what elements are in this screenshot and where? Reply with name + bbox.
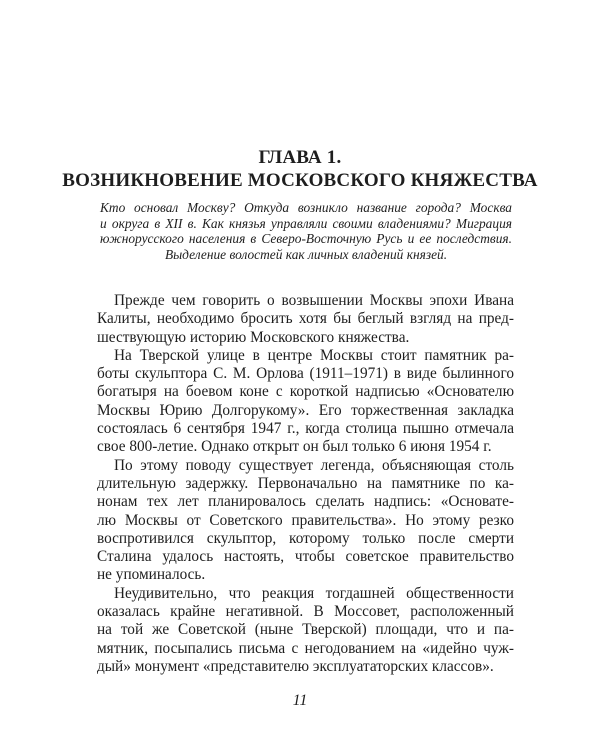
abstract-line: южнорусского населения в Северо-Восточную Русь и ее последствия. [100, 231, 512, 246]
text-line: оказалась крайне негативной. В Моссовет, расположенный [97, 603, 514, 621]
text-line: По этому поводу существует легенда, объясняющая столь [114, 456, 514, 474]
body-text [97, 292, 514, 676]
paragraph [97, 585, 514, 676]
paragraph [97, 347, 514, 457]
paragraph [97, 292, 514, 347]
text-line: шествующую историю Московского княжества. [97, 328, 410, 346]
text-line: Москвы Юрию Долгорукому». Его торжественная закладка [97, 401, 514, 419]
text-line: боты скульптора С. М. Орлова (1911–1971) в виде былинного [97, 365, 514, 383]
text-line: Калиты, необходимо бросить хотя бы беглый взгляд на пред- [97, 310, 514, 328]
chapter-abstract [100, 200, 512, 262]
abstract-line: и округа в XII в. Как князья управляли своими владениями? Миграция [100, 215, 512, 231]
page-number: 11 [292, 692, 308, 709]
abstract-line: Кто основал Москву? Откуда возникло название города? Москва [100, 200, 512, 215]
abstract-line: Выделение волостей как личных владений князей. [164, 246, 448, 262]
chapter-title: ВОЗНИКНОВЕНИЕ МОСКОВСКОГО КНЯЖЕСТВА [62, 170, 538, 191]
chapter-heading [60, 146, 540, 192]
text-line: не упоминалось. [97, 566, 206, 584]
text-line: Сталина удалось настоять, чтобы советское правительство [97, 548, 514, 566]
text-line: Неудивительно, что реакция тогдашней общественности [114, 584, 514, 602]
text-line: длительную задержку. Первоначально на памятнике по ка- [97, 474, 514, 492]
text-line: На Тверской улице в центре Москвы стоит памятник ра- [114, 346, 514, 364]
text-line: воспротивился скульптор, которому только после смерти [97, 529, 514, 547]
paragraph [97, 457, 514, 585]
text-line: богатыря на боевом коне с короткой надписью «Основателю [97, 383, 514, 401]
text-line: состоялась 6 сентября 1947 г., когда столица пышно отмечала [97, 420, 514, 438]
text-line: свое 800-летие. Однако открыт он был только 6 июня 1954 г. [97, 438, 492, 456]
text-line: нонам тех лет планировалось сделать надпись: «Основате- [97, 493, 514, 511]
text-line: Прежде чем говорить о возвышении Москвы эпохи Ивана [114, 292, 514, 309]
text-line: мятник, посыпались письма с негодованием на «идейно чуж- [97, 639, 514, 657]
text-line: дый» монумент «представителю эксплуататорских классов». [97, 657, 494, 675]
text-line: на той же Советской (ныне Тверской) площади, что и па- [97, 621, 514, 639]
chapter-number: ГЛАВА 1. [258, 147, 342, 168]
text-line: лю Москвы от Советского правительства». Но этому резко [97, 511, 514, 529]
